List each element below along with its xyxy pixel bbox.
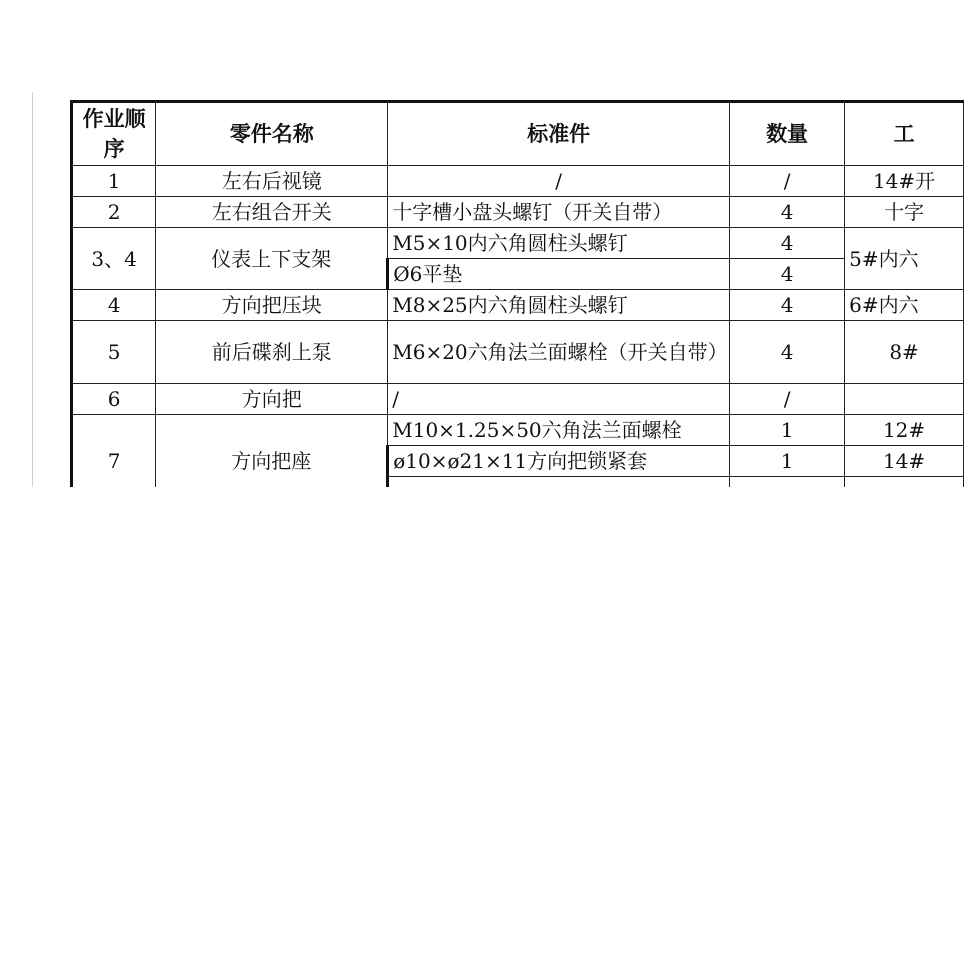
cell-tool[interactable]: 十字 (845, 197, 964, 228)
cell-seq[interactable]: 5 (72, 321, 156, 384)
cell-qty[interactable]: 1 (729, 446, 844, 477)
cell-std[interactable]: Ø6平垫 (388, 259, 730, 290)
cell-std[interactable]: M10×1.25×50六角法兰面螺栓 (388, 415, 730, 446)
cell-seq[interactable]: 3、4 (72, 228, 156, 290)
header-quantity[interactable]: 数量 (729, 102, 844, 166)
cell-qty[interactable]: / (729, 166, 844, 197)
cell-std[interactable]: / (388, 384, 730, 415)
cell-part[interactable]: 仪表上下支架 (156, 228, 388, 290)
cell-std[interactable] (388, 477, 730, 488)
header-part-name[interactable]: 零件名称 (156, 102, 388, 166)
cell-part[interactable]: 前后碟刹上泵 (156, 321, 388, 384)
header-tool[interactable]: 工 (845, 102, 964, 166)
table-header-row (72, 102, 964, 166)
cell-part[interactable]: 方向把压块 (156, 290, 388, 321)
cell-part[interactable]: 方向把 (156, 384, 388, 415)
table-row (72, 197, 964, 228)
cell-qty[interactable]: 1 (729, 415, 844, 446)
cell-part[interactable]: 左右后视镜 (156, 166, 388, 197)
cell-std[interactable]: M5×10内六角圆柱头螺钉 (388, 228, 730, 259)
cell-qty[interactable]: 4 (729, 321, 844, 384)
cell-std[interactable]: ø10×ø21×11方向把锁紧套 (388, 446, 730, 477)
cell-qty[interactable]: 4 (729, 290, 844, 321)
cell-tool[interactable]: 5#内六 (845, 228, 964, 290)
cell-seq[interactable]: 1 (72, 166, 156, 197)
table-row (72, 415, 964, 446)
cell-std[interactable]: M6×20六角法兰面螺栓（开关自带） (388, 321, 730, 384)
table-row (72, 321, 964, 384)
cell-tool[interactable]: 12# (845, 415, 964, 446)
assembly-table (70, 100, 964, 487)
header-seq[interactable]: 作业顺序 (72, 102, 156, 166)
table-row (72, 290, 964, 321)
cell-tool[interactable]: 14#开 (845, 166, 964, 197)
cell-seq[interactable]: 4 (72, 290, 156, 321)
cell-qty[interactable]: 4 (729, 228, 844, 259)
cell-std[interactable]: M8×25内六角圆柱头螺钉 (388, 290, 730, 321)
cell-tool[interactable]: 14# (845, 446, 964, 477)
cell-tool[interactable]: 8# (845, 321, 964, 384)
table-row (72, 228, 964, 259)
cell-tool[interactable]: 6#内六 (845, 290, 964, 321)
cell-part[interactable]: 方向把座 (156, 415, 388, 488)
table-row (72, 384, 964, 415)
cell-tool[interactable] (845, 477, 964, 488)
header-standard-part[interactable]: 标准件 (388, 102, 730, 166)
cell-qty[interactable]: 4 (729, 259, 844, 290)
cell-part[interactable]: 左右组合开关 (156, 197, 388, 228)
cell-std[interactable]: 十字槽小盘头螺钉（开关自带） (388, 197, 730, 228)
cell-seq[interactable]: 6 (72, 384, 156, 415)
cell-qty[interactable]: / (729, 384, 844, 415)
cell-seq[interactable]: 7 (72, 415, 156, 488)
cell-tool[interactable] (845, 384, 964, 415)
table-row (72, 166, 964, 197)
cell-qty[interactable] (729, 477, 844, 488)
sheet-left-edge (32, 92, 33, 487)
cell-std[interactable]: / (388, 166, 730, 197)
cell-seq[interactable]: 2 (72, 197, 156, 228)
cell-qty[interactable]: 4 (729, 197, 844, 228)
